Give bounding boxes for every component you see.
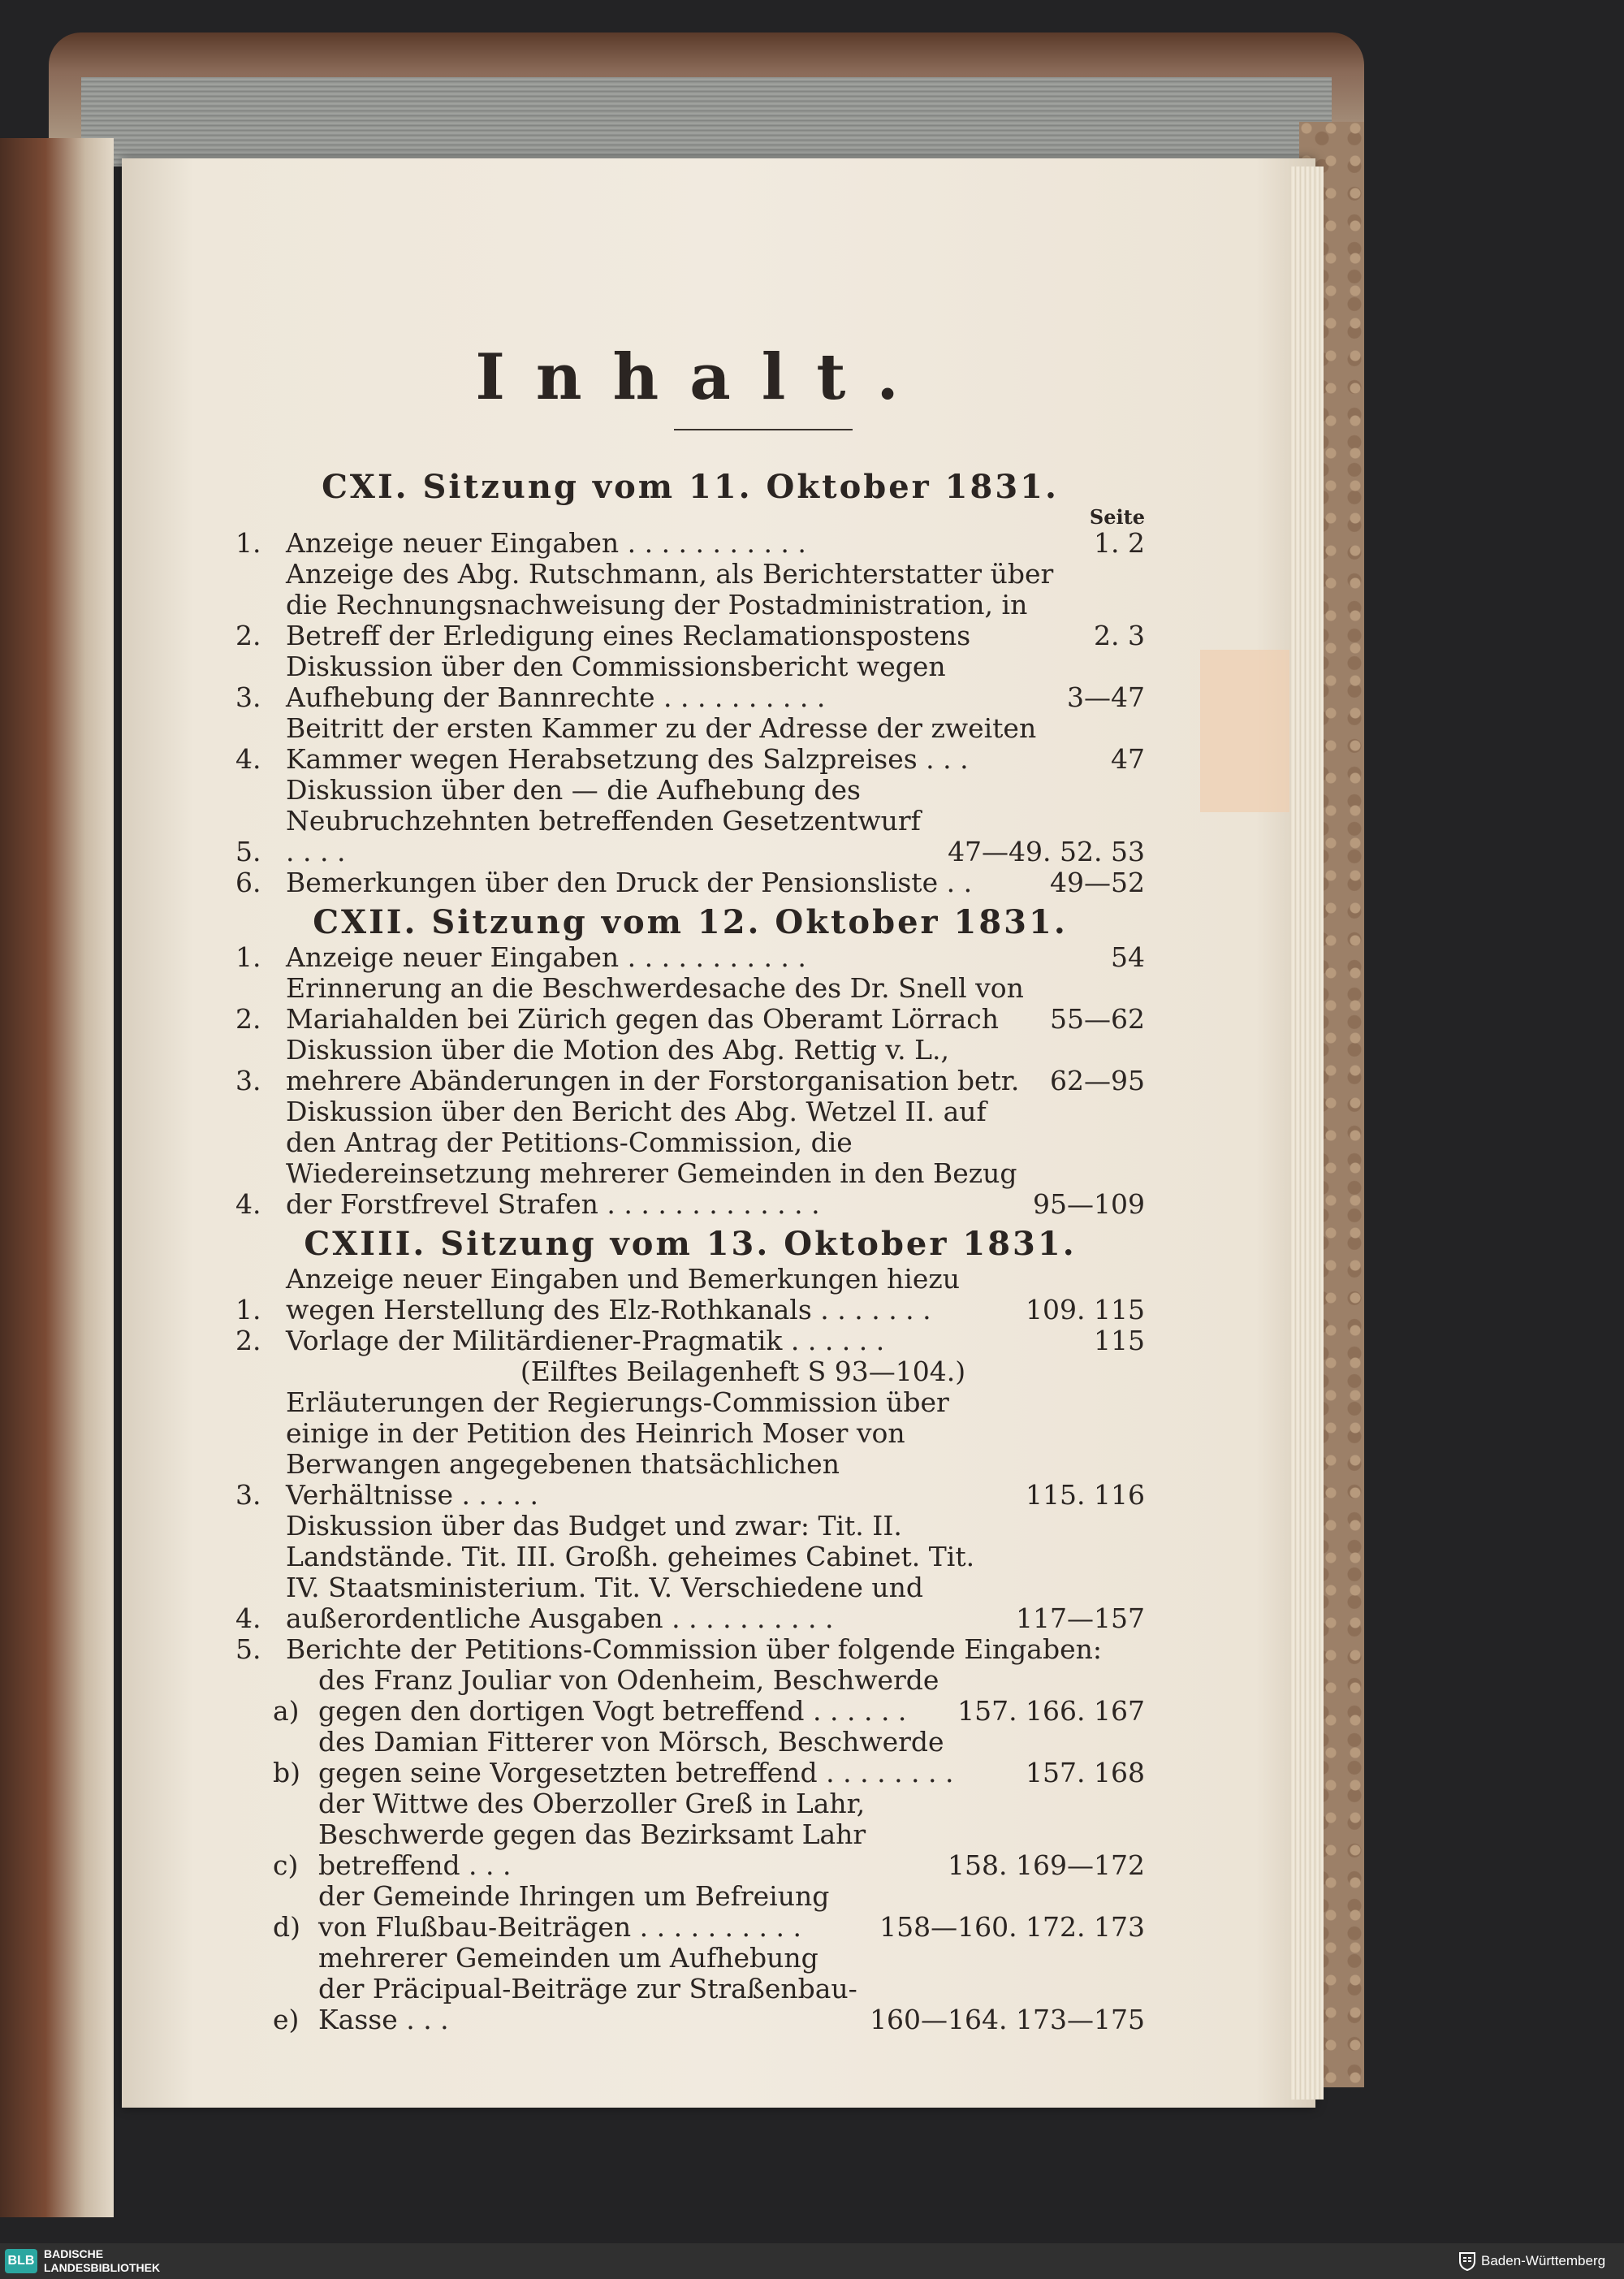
page-stack-edge [81,77,1332,166]
entry-text: Beitritt der ersten Kammer zu der Adresse der zweiten Kammer wegen Herabsetzung des Salzpreises . . . [286,712,1037,775]
session-heading: CXIII. Sitzung vom 13. Oktober 1831. [304,1225,1077,1263]
entry-text: Diskussion über die Motion des Abg. Rettig v. L., mehrere Abänderungen in der Forstorganisation betr. [286,1034,1020,1096]
entry-number: 3. [235,1479,261,1511]
entry-page: 47—49. 52. 53 [948,836,1145,867]
library-name[interactable] [44,2247,160,2275]
entry-page: 54 [1111,941,1145,973]
entry-page: 115 [1094,1325,1145,1356]
bw-coat-of-arms-icon [1458,2251,1476,2271]
table-of-contents [235,341,1145,2035]
toc-entry [235,713,1145,775]
page-tab-marker [1200,650,1289,812]
entry-text: Diskussion über den Bericht des Abg. Wetzel II. auf den Antrag der Petitions-Commission, die Wiedereinsetzung mehrerer Gemeinden in den Bezug der Forstfrevel Strafen . . . . . . . . . . . . . [286,1096,1017,1220]
entry-page: 109. 115 [1026,1294,1145,1325]
subentry-page: 158. 169—172 [948,1849,1145,1881]
entry-text: Anzeige neuer Eingaben . . . . . . . . . . . [286,941,806,973]
subentry-page: 160—164. 173—175 [870,2004,1145,2035]
page-fore-edge [1291,166,1324,2100]
entry-text: Anzeige neuer Eingaben und Bemerkungen hiezu wegen Herstellung des Elz-Rothkanals . . . . . . . [286,1263,960,1325]
entry-page: 62—95 [1050,1065,1145,1096]
toc-subentry [235,1943,1145,2035]
entry-number: 4. [235,1602,261,1634]
entry-text: Diskussion über den Commissionsbericht wegen Aufhebung der Bannrechte . . . . . . . . . . [286,651,946,713]
toc-entry [235,1325,1145,1356]
entry-number: 4. [235,1188,261,1220]
entry-text: Berichte der Petitions-Commission über folgende Eingaben: [286,1633,1103,1665]
entry-number: 2. [235,1325,261,1356]
entry-number: 1. [235,527,261,559]
subentry-letter: b) [273,1757,300,1788]
toc-entry [235,1511,1145,1634]
subentry-text: des Damian Fitterer von Mörsch, Beschwerde gegen seine Vorgesetzten betreffend . . . . . . . . [318,1726,954,1788]
toc-entry [235,559,1145,651]
entry-page: 117—157 [1016,1602,1145,1634]
entry-number: 6. [235,867,261,898]
seite-column-label: Seite [1089,505,1145,529]
entry-number: 3. [235,681,261,713]
toc-entry [235,973,1145,1035]
entry-text: Anzeige neuer Eingaben . . . . . . . . . . . [286,527,806,559]
toc-entry [235,1264,1145,1325]
blb-logo[interactable]: BLB [5,2249,37,2273]
toc-entry [235,1096,1145,1220]
entry-number: 5. [235,1633,261,1665]
entry-page: 95—109 [1033,1188,1145,1220]
entry-text: Anzeige des Abg. Rutschmann, als Berichterstatter über die Rechnungsnachweisung der Postadministration, in Betreff der Erledigung eines Reclamationspostens [286,558,1054,651]
toc-subentry [235,1665,1145,1727]
toc-entry [235,1035,1145,1096]
entry-number: 5. [235,836,261,867]
entry-text: Bemerkungen über den Druck der Pensionsliste . . [286,867,973,898]
library-name-line2: LANDESBIBLIOTHEK [44,2261,161,2274]
state-name[interactable]: Baden-Württemberg [1481,2253,1606,2268]
entry-page: 49—52 [1050,867,1145,898]
subentry-page: 157. 166. 167 [957,1695,1145,1727]
subentry-page: 158—160. 172. 173 [879,1911,1145,1943]
entry-page: 55—62 [1050,1003,1145,1035]
toc-entry [235,1634,1145,1665]
subentry-text: der Gemeinde Ihringen um Befreiung von Flußbau-Beiträgen . . . . . . . . . . [318,1880,830,1943]
toc-entry [235,942,1145,973]
book-cover-left [0,138,114,2217]
library-name-line1: BADISCHE [44,2247,104,2260]
subentry-text: mehrerer Gemeinden um Aufhebung der Präcipual-Beiträge zur Straßenbau-Kasse . . . [318,1942,857,2035]
entry-number: 3. [235,1065,261,1096]
title-divider [674,429,853,430]
entry-text: Erinnerung an die Beschwerdesache des Dr. Snell von Mariahalden bei Zürich gegen das Oberamt Lörrach [286,972,1024,1035]
subentry-text: der Wittwe des Oberzoller Greß in Lahr, Beschwerde gegen das Bezirksamt Lahr betreffend . . . [318,1788,866,1881]
subentry-letter: d) [273,1911,300,1943]
entry-page: 47 [1111,743,1145,775]
toc-subentry [235,1788,1145,1881]
page-title: Inhalt. [475,340,930,414]
subentry-text: des Franz Jouliar von Odenheim, Beschwerde gegen den dortigen Vogt betreffend . . . . . . [318,1664,939,1727]
entry-number: 4. [235,743,261,775]
entry-text: Diskussion über das Budget und zwar: Tit. II. Landstände. Tit. III. Großh. geheimes Cabinet. Tit. IV. Staatsministerium. Tit. V. Verschiedene und außerordentliche Ausgaben . . . . . . . . . . [286,1510,975,1634]
toc-entry [235,867,1145,898]
toc-subentry [235,1881,1145,1943]
entry-page: 115. 116 [1026,1479,1145,1511]
session-heading: CXI. Sitzung vom 11. Oktober 1831. [322,468,1059,506]
entry-page: 1. 2 [1094,527,1145,559]
subentry-page: 157. 168 [1026,1757,1145,1788]
subentry-letter: a) [273,1695,300,1727]
entry-page: 2. 3 [1094,620,1145,651]
toc-entry [235,528,1145,559]
toc-entry [235,775,1145,867]
session-heading: CXII. Sitzung vom 12. Oktober 1831. [313,903,1068,941]
entry-text: Erläuterungen der Regierungs-Commission über einige in der Petition des Heinrich Moser von Berwangen angegebenen thatsächlichen Verhältnisse . . . . . [286,1386,949,1511]
entry-number: 2. [235,620,261,651]
toc-entry [235,651,1145,713]
entry-number: 1. [235,941,261,973]
entry-text: Vorlage der Militärdiener-Pragmatik . . . . . . [286,1325,885,1356]
toc-entry [235,1387,1145,1511]
toc-subentry [235,1727,1145,1788]
subentry-letter: e) [273,2004,300,2035]
entry-number: 2. [235,1003,261,1035]
entry-note: (Eilftes Beilagenheft S 93—104.) [520,1356,966,1387]
entry-number: 1. [235,1294,261,1325]
entry-page: 3—47 [1067,681,1145,713]
subentry-letter: c) [273,1849,299,1881]
entry-text: Diskussion über den — die Aufhebung des Neubruchzehnten betreffenden Gesetzentwurf . . . . [286,774,921,867]
viewer-footer [0,2243,1624,2279]
